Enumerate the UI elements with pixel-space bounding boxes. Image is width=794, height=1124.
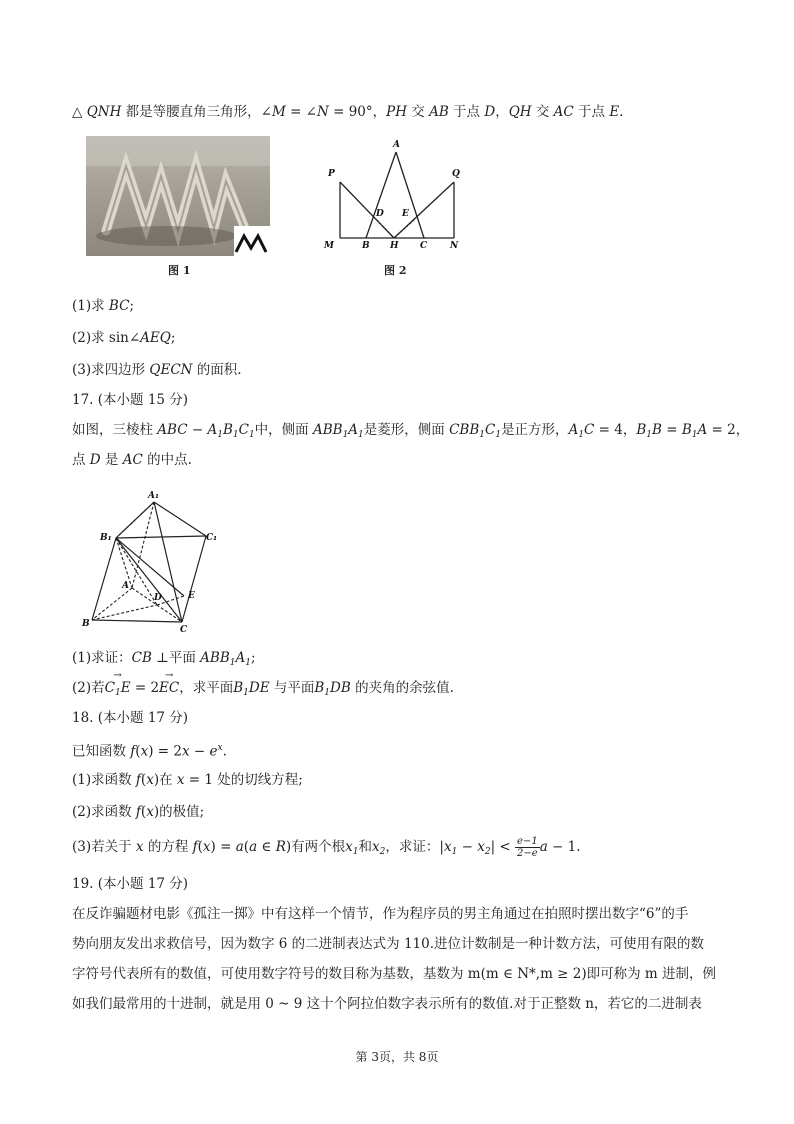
q17-header: 17. (本小题 15 分) xyxy=(72,392,189,408)
figure-prism xyxy=(80,488,220,634)
q19-header: 19. (本小题 17 分) xyxy=(72,876,189,892)
figure-1-photo xyxy=(86,136,270,256)
fig2-label-E: E xyxy=(402,209,409,219)
prism-label-A1: A₁ xyxy=(148,491,159,501)
prism-label-A: A xyxy=(122,581,129,591)
intro-text: △ QNH 都是等腰直角三角形，∠M = ∠N = 90°，PH 交 AB 于点 D，QH 交 AC 于点 E. xyxy=(72,104,624,120)
fig2-label-A: A xyxy=(393,140,400,150)
q17-stem-line-2: 点 D 是 AC 的中点. xyxy=(72,452,192,468)
page-footer: 第 3页，共 8页 xyxy=(355,1050,439,1064)
q19-line-4: 如我们最常用的十进制，就是用 0 ~ 9 这十个阿拉伯数字表示所有的数值.对于正整数 n，若它的二进制表 xyxy=(72,996,702,1012)
q18-header: 18. (本小题 17 分) xyxy=(72,710,189,726)
prism-label-B: B xyxy=(82,619,90,629)
fig2-label-H: H xyxy=(390,241,399,251)
fig2-label-C: C xyxy=(420,241,428,251)
q18-stem: 已知函数 $f(x) = 2x - e^x$. xyxy=(72,743,227,760)
q17-part-2: (2)若→ $C_1E = 2\to$ EC，求平面$B_1DE$ 与平面$B_1DB$ 的夹角的余弦值. xyxy=(72,678,454,703)
q17-stem-line-1: 如图，三棱柱 ABC − $A_1B_1C_1$中，侧面 $ABB_1A_1$是菱形，侧面 $CBB_1C_1$是正方形，$A_1C = 4$，$B_1B = B_1A = 2$， xyxy=(72,422,750,440)
figure-1-caption: 图 1 xyxy=(168,264,191,277)
fig2-label-M: M xyxy=(324,241,334,251)
q18-part-2: (2)求函数 f(x)的极值; xyxy=(72,804,205,820)
prism-label-C1: C₁ xyxy=(206,533,218,543)
q16-part-1: (1)求 BC; xyxy=(72,298,134,314)
prism-label-E: E xyxy=(188,591,195,601)
q18-part-3: (3)若关于 x 的方程 f(x) = a(a ∈ R)有两个根$x_1$和$x_2$，求证：$|x_1 - x_2|$ < $\frac{e-1}{2-e}$ a − 1. xyxy=(72,836,581,859)
prism-label-D: D xyxy=(154,593,162,603)
q16-part-3: (3)求四边形 QECN 的面积. xyxy=(72,362,242,378)
q19-line-2: 势向朋友发出求救信号，因为数字 6 的二进制表达式为 110.进位计数制是一种计数方法，可使用有限的数 xyxy=(72,936,705,952)
q16-part-2: (2)求 sin∠AEQ; xyxy=(72,330,176,346)
fig2-label-P: P xyxy=(328,169,335,179)
fig2-label-B: B xyxy=(362,241,370,251)
q17-part-1: (1)求证：CB ⊥平面 $ABB_1A_1$; xyxy=(72,650,256,668)
q19-line-3: 字符号代表所有的数值，可使用数字符号的数目称为基数，基数为 m(m ∈ N*,m ≥ 2)即可称为 m 进制，例 xyxy=(72,966,717,982)
figure-2-caption: 图 2 xyxy=(384,264,407,277)
fig2-label-Q: Q xyxy=(452,169,460,179)
q18-part-1: (1)求函数 f(x)在 x = 1 处的切线方程; xyxy=(72,772,303,788)
fig2-label-N: N xyxy=(450,241,459,251)
prism-label-B1: B₁ xyxy=(100,533,112,543)
q19-line-1: 在反诈骗题材电影《孤注一掷》中有这样一个情节，作为程序员的男主角通过在拍照时摆出数字“6”的手 xyxy=(72,906,689,922)
prism-label-C: C xyxy=(180,625,188,634)
fig2-label-D: D xyxy=(376,209,384,219)
figure-2-diagram xyxy=(316,134,468,258)
